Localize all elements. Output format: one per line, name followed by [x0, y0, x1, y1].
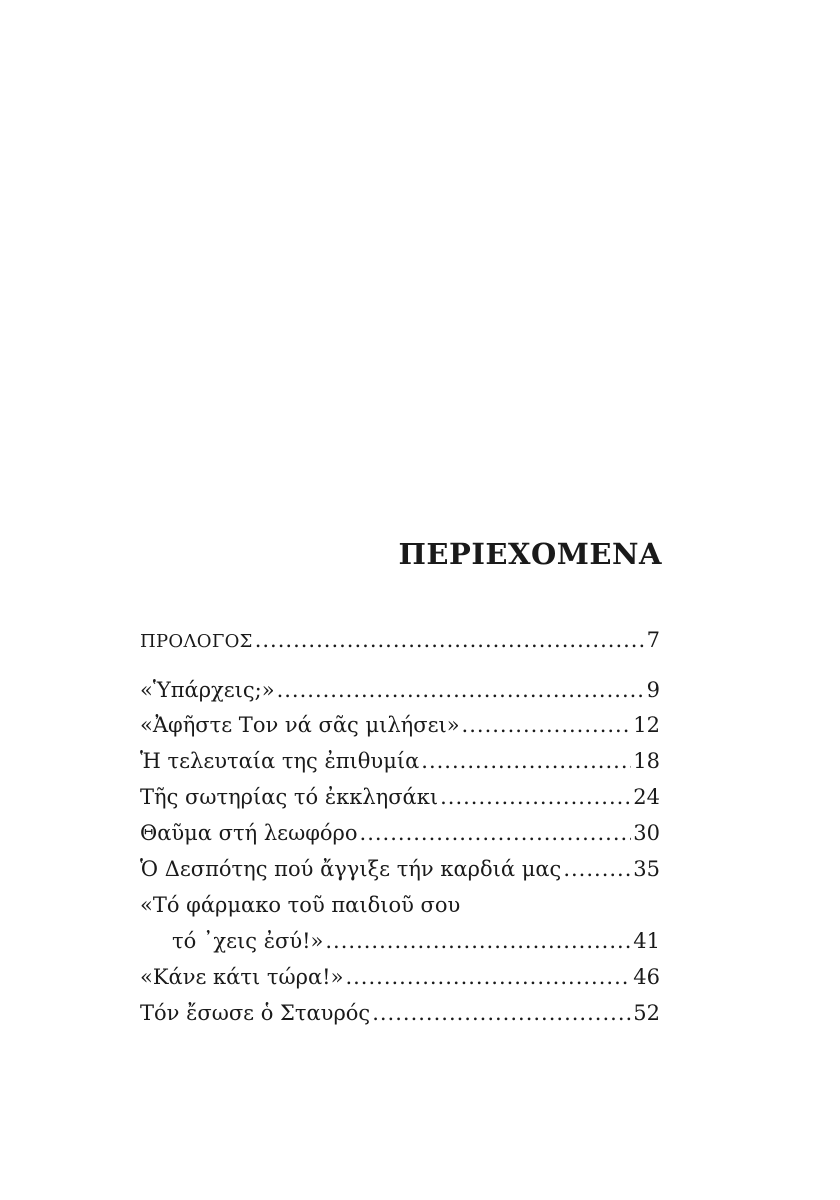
toc-entry-label: «Ἀφῆστε Τον νά σᾶς μιλήσει»: [140, 713, 460, 737]
toc-entry-label-continued: τό ᾽χεις ἐσύ!»: [172, 929, 324, 953]
toc-entry-label: Τῆς σωτηρίας τό ἐκκλησάκι: [140, 785, 439, 809]
toc-page-number: 35: [633, 857, 660, 881]
toc-entry: [140, 749, 660, 779]
toc-entry-label: Θαῦμα στή λεωφόρο: [140, 821, 358, 845]
toc-entry: [140, 785, 660, 815]
toc-page-number: 46: [633, 965, 660, 989]
dot-leader: [440, 785, 631, 809]
dot-leader: [372, 1001, 631, 1025]
page-title: ΠΕΡΙΕΧΟΜΕΝΑ: [398, 537, 662, 571]
toc-entry: [140, 857, 660, 887]
toc-entry: [140, 678, 660, 708]
toc-entry-label: «Τό φάρμακο τοῦ παιδιοῦ σου: [140, 893, 461, 917]
dot-leader: [277, 678, 645, 702]
toc-entry: [140, 1001, 660, 1031]
toc-page-number: 7: [646, 628, 660, 652]
dot-leader: [563, 857, 631, 881]
toc-page-number: 18: [633, 749, 660, 773]
dot-leader: [421, 749, 631, 773]
toc-entry-continuation: [140, 929, 660, 959]
dot-leader: [255, 628, 645, 652]
toc-page-number: 12: [633, 713, 660, 737]
toc-entry: [140, 821, 660, 851]
toc-page-number: 41: [633, 929, 660, 953]
toc-entry-label: ΠΡΟΛΟΓΟΣ: [140, 631, 253, 652]
toc-page-number: 9: [646, 678, 660, 702]
toc-entry-label: «Ὑπάρχεις;»: [140, 678, 275, 702]
dot-leader: [360, 821, 632, 845]
toc-entry: [140, 713, 660, 743]
toc-page-number: 52: [633, 1001, 660, 1025]
toc-entry-label: Ὁ Δεσπότης πού ἄγγιξε τήν καρδιά μας: [140, 857, 562, 881]
toc-entry-label: Τόν ἔσωσε ὁ Σταυρός: [140, 1001, 371, 1025]
toc-entry-label: Ἡ τελευταία της ἐπιθυμία: [140, 749, 420, 773]
toc-entry-prologue: [140, 628, 660, 658]
toc-page-number: 30: [633, 821, 660, 845]
toc-entry-first-line: [140, 893, 660, 923]
toc-entry: [140, 965, 660, 995]
dot-leader: [325, 929, 631, 953]
dot-leader: [462, 713, 632, 737]
dot-leader: [345, 965, 631, 989]
toc-page-number: 24: [633, 785, 660, 809]
toc-entry-label: «Κάνε κάτι τώρα!»: [140, 965, 344, 989]
